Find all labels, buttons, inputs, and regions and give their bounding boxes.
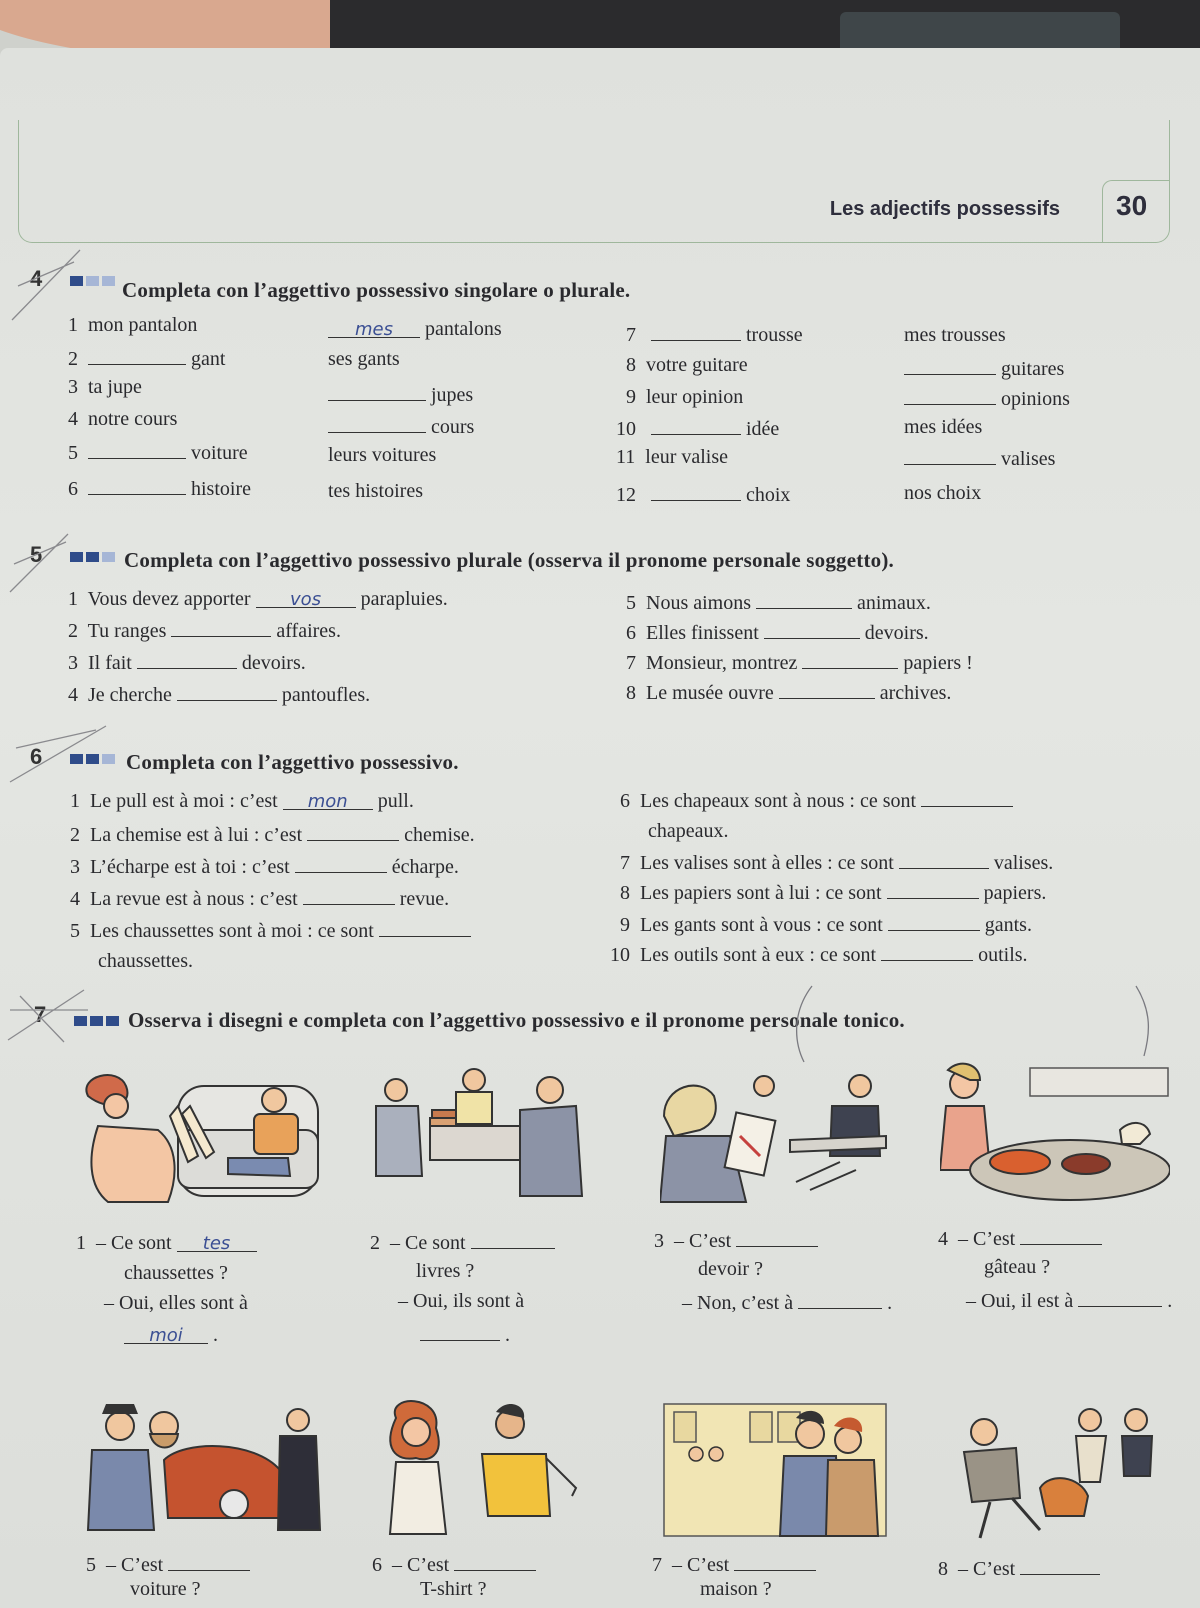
list-item-line: .	[420, 1322, 510, 1347]
answer-blank[interactable]	[887, 880, 979, 899]
answer-blank[interactable]: mon	[283, 791, 373, 810]
woman-sofa-socks-illustration	[78, 1066, 328, 1206]
list-item: nos choix	[904, 482, 982, 504]
list-item-line: voiture ?	[130, 1578, 201, 1600]
answer-blank[interactable]	[168, 1552, 250, 1571]
list-item: tes histoires	[328, 480, 423, 502]
list-item: 7 – C’est	[652, 1552, 816, 1577]
list-item: jupes	[328, 382, 473, 407]
list-item: cours	[328, 414, 474, 439]
list-item: 8 Les papiers sont à lui : ce sont papiers.	[620, 882, 1047, 904]
answer-blank[interactable]	[756, 590, 852, 609]
list-item: 3 Il fait devoirs.	[68, 652, 306, 674]
list-item: 7 trousse	[626, 324, 803, 346]
difficulty-squares	[74, 1016, 119, 1026]
answer-blank[interactable]	[651, 416, 741, 435]
answer-blank[interactable]	[454, 1552, 536, 1571]
answer-blank[interactable]	[651, 322, 741, 341]
list-item-line: devoir ?	[698, 1258, 763, 1280]
answer-blank[interactable]	[295, 854, 387, 873]
list-item: 10 Les outils sont à eux : ce sont outils.	[610, 944, 1028, 966]
list-item-line: maison ?	[700, 1578, 772, 1600]
answer-blank[interactable]	[904, 356, 996, 375]
pencil-mark	[6, 718, 116, 788]
answer-blank[interactable]	[899, 850, 989, 869]
answer-blank[interactable]	[921, 788, 1013, 807]
list-item-line: – Oui, il est à .	[966, 1290, 1173, 1312]
list-item: 1 Le pull est à moi : c’est mon pull.	[70, 790, 414, 812]
answer-blank[interactable]	[1020, 1556, 1100, 1575]
answer-blank[interactable]	[881, 942, 973, 961]
list-item: mes pantalons	[328, 318, 502, 341]
list-item: 12 choix	[616, 484, 791, 506]
list-item-line: chaussettes ?	[124, 1262, 228, 1284]
list-item: 3 ta jupe	[68, 376, 142, 398]
list-item: 6 – C’est	[372, 1552, 536, 1577]
answer-blank[interactable]	[1078, 1288, 1162, 1307]
list-item: 4 notre cours	[68, 408, 178, 430]
exercise-4-number: 4	[30, 266, 43, 291]
boys-table-books-illustration	[370, 1066, 600, 1206]
woman-homework-boys-illustration	[660, 1066, 890, 1206]
answer-blank[interactable]: mes	[328, 319, 420, 338]
answer-blank[interactable]	[379, 918, 471, 937]
answer-blank[interactable]: moi	[124, 1325, 208, 1344]
list-item: 2 gant	[68, 348, 226, 370]
answer-blank[interactable]	[471, 1230, 555, 1249]
answer-blank[interactable]	[734, 1552, 816, 1571]
exercise-7-number: 7	[34, 1002, 47, 1027]
men-car-illustration	[84, 1400, 334, 1540]
list-item-line: – Oui, elles sont à	[104, 1292, 248, 1314]
list-item-line: – Non, c’est à .	[682, 1292, 893, 1314]
list-item: opinions	[904, 386, 1070, 411]
answer-blank[interactable]	[177, 682, 277, 701]
answer-blank[interactable]	[171, 618, 271, 637]
answer-blank[interactable]	[307, 822, 399, 841]
answer-blank[interactable]	[904, 386, 996, 405]
exercise-5-title: Completa con l’aggettivo possessivo plurale (osserva il pronome personale soggetto).	[124, 548, 895, 572]
list-item: 1 mon pantalon	[68, 314, 198, 336]
list-item-continuation: chapeaux.	[648, 820, 729, 842]
list-item: 8 votre guitare	[626, 354, 748, 376]
list-item: 6 histoire	[68, 478, 251, 500]
list-item: 9 Les gants sont à vous : ce sont gants.	[620, 914, 1032, 936]
exercise-6-title: Completa con l’aggettivo possessivo.	[126, 750, 459, 774]
exercise-6-number: 6	[30, 744, 43, 769]
pencil-mark	[4, 980, 94, 1050]
woman-cake-dog-illustration	[940, 1060, 1170, 1210]
answer-blank[interactable]	[736, 1228, 818, 1247]
list-item: 7 Monsieur, montrez papiers !	[626, 652, 973, 674]
boys-house-illustration	[660, 1400, 890, 1540]
list-item: 11 leur valise	[616, 446, 729, 468]
exercise-4-title: Completa con l’aggettivo possessivo singolare o plurale.	[122, 278, 631, 302]
page-number: 30	[1116, 190, 1148, 221]
answer-blank[interactable]	[802, 650, 898, 669]
list-item: leurs voitures	[328, 444, 437, 466]
list-item: ses gants	[328, 348, 400, 370]
list-item: mes idées	[904, 416, 983, 438]
chapter-title: Les adjectifs possessifs	[829, 198, 1060, 220]
man-dog-illustration	[950, 1392, 1170, 1542]
list-item: 10 idée	[616, 418, 780, 440]
pencil-bracket-marks	[790, 982, 1160, 1066]
answer-blank[interactable]	[420, 1322, 500, 1341]
answer-blank[interactable]	[798, 1290, 882, 1309]
list-item: 8 Le musée ouvre archives.	[626, 682, 952, 704]
answer-blank[interactable]	[328, 414, 426, 433]
list-item: 4 – C’est	[938, 1226, 1102, 1251]
answer-blank[interactable]	[88, 476, 186, 495]
answer-blank[interactable]: tes	[177, 1233, 257, 1252]
list-item: 4 Je cherche pantoufles.	[68, 684, 371, 706]
list-item: 6 Elles finissent devoirs.	[626, 622, 929, 644]
list-item: 5 Les chaussettes sont à moi : ce sont	[70, 918, 471, 943]
list-item: 1 Vous devez apporter vos parapluies.	[68, 588, 448, 610]
list-item: 4 La revue est à nous : c’est revue.	[70, 888, 450, 910]
list-item: valises	[904, 446, 1055, 471]
list-item: 5 Nous aimons animaux.	[626, 592, 931, 614]
list-item: 1 – Ce sont tes	[76, 1232, 257, 1255]
exercise-5-number: 5	[30, 542, 43, 567]
answer-blank[interactable]	[88, 440, 186, 459]
list-item-continuation: chaussettes.	[98, 950, 193, 972]
answer-blank[interactable]	[904, 446, 996, 465]
list-item: 2 La chemise est à lui : c’est chemise.	[70, 824, 475, 846]
girl-boy-tshirt-illustration	[376, 1398, 606, 1538]
answer-blank[interactable]	[888, 912, 980, 931]
list-item: 8 – C’est	[938, 1556, 1100, 1581]
list-item: 5 voiture	[68, 442, 248, 464]
answer-blank[interactable]: vos	[256, 589, 356, 608]
list-item: 2 – Ce sont	[370, 1230, 555, 1255]
header-frame	[18, 120, 1170, 243]
list-item-line: livres ?	[416, 1260, 475, 1282]
answer-blank[interactable]	[764, 620, 860, 639]
list-item: 3 – C’est	[654, 1228, 818, 1253]
list-item: 3 L’écharpe est à toi : c’est écharpe.	[70, 856, 459, 878]
answer-blank[interactable]	[1020, 1226, 1102, 1245]
exercise-7-title: Osserva i disegni e completa con l’aggettivo possessivo e il pronome personale tonico.	[128, 1008, 905, 1032]
answer-blank[interactable]	[303, 886, 395, 905]
answer-blank[interactable]	[779, 680, 875, 699]
answer-blank[interactable]	[88, 346, 186, 365]
answer-blank[interactable]	[137, 650, 237, 669]
pencil-mark	[6, 528, 76, 598]
list-item-line: – Oui, ils sont à	[398, 1290, 525, 1312]
difficulty-squares	[70, 276, 115, 286]
difficulty-squares	[70, 552, 115, 562]
list-item-line: T-shirt ?	[420, 1578, 487, 1600]
list-item-line: moi .	[124, 1324, 218, 1347]
answer-blank[interactable]	[328, 382, 426, 401]
list-item: guitares	[904, 356, 1064, 381]
answer-blank[interactable]	[651, 482, 741, 501]
list-item: 9 leur opinion	[626, 386, 744, 408]
list-item: 6 Les chapeaux sont à nous : ce sont	[620, 788, 1013, 813]
list-item: 5 – C’est	[86, 1552, 250, 1577]
difficulty-squares	[70, 754, 115, 764]
list-item-line: gâteau ?	[984, 1256, 1051, 1278]
list-item: 7 Les valises sont à elles : ce sont valises.	[620, 852, 1054, 874]
list-item: mes trousses	[904, 324, 1006, 346]
list-item: 2 Tu ranges affaires.	[68, 620, 341, 642]
